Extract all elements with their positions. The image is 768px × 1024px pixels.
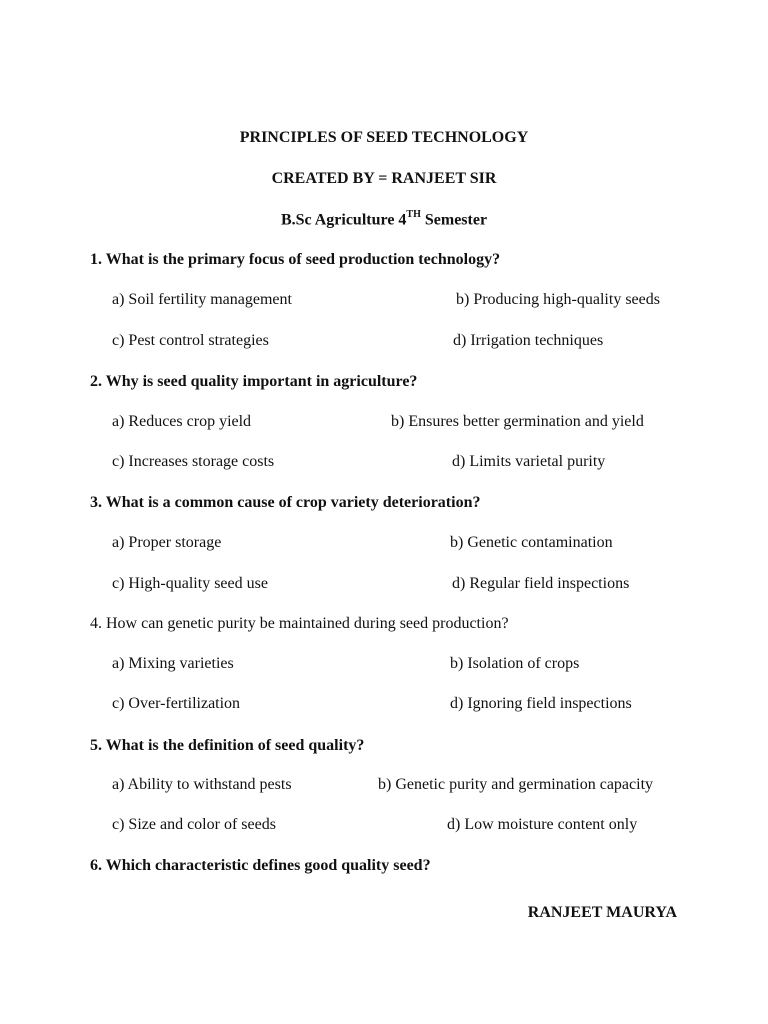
question-3-option-b: b) Genetic contamination (450, 534, 613, 551)
question-6: 6. Which characteristic defines good quality seed? (90, 857, 431, 874)
course-prefix: B.Sc Agriculture 4 (280, 211, 407, 229)
question-2-option-b: b) Ensures better germination and yield (391, 413, 644, 430)
question-1-option-c: c) Pest control strategies (112, 332, 269, 349)
question-4: 4. How can genetic purity be maintained during seed production? (90, 615, 509, 632)
question-2: 2. Why is seed quality important in agriculture? (90, 373, 418, 390)
question-4-option-c: c) Over-fertilization (112, 695, 241, 712)
question-2-option-a: a) Reduces crop yield (112, 413, 252, 430)
question-5: 5. What is the definition of seed quality? (90, 737, 365, 754)
question-1-option-b: b) Producing high-quality seeds (456, 291, 660, 308)
question-5-option-d: d) Low moisture content only (447, 816, 638, 833)
created-by-line: CREATED BY = RANJEET SIR (271, 170, 497, 187)
question-1: 1. What is the primary focus of seed production technology? (90, 251, 501, 268)
question-5-option-a: a) Ability to withstand pests (112, 776, 292, 793)
question-3-option-c: c) High-quality seed use (112, 575, 268, 592)
question-3-option-a: a) Proper storage (112, 534, 222, 551)
footer-author: RANJEET MAURYA (527, 904, 677, 921)
question-1-option-d: d) Irrigation techniques (453, 332, 604, 349)
question-5-option-b: b) Genetic purity and germination capacity (378, 776, 654, 793)
question-1-option-a: a) Soil fertility management (112, 291, 292, 308)
course-superscript: TH (406, 209, 421, 220)
question-5-option-c: c) Size and color of seeds (112, 816, 276, 833)
question-4-option-b: b) Isolation of crops (450, 655, 580, 672)
question-4-option-a: a) Mixing varieties (112, 655, 234, 672)
course-suffix: Semester (420, 211, 488, 229)
question-2-option-d: d) Limits varietal purity (452, 453, 606, 470)
question-2-option-c: c) Increases storage costs (112, 453, 275, 470)
question-3-option-d: d) Regular field inspections (452, 575, 630, 592)
question-4-option-d: d) Ignoring field inspections (450, 695, 632, 712)
document-title: PRINCIPLES OF SEED TECHNOLOGY (239, 129, 529, 146)
course-line (0, 210, 768, 229)
question-3: 3. What is a common cause of crop variety deterioration? (90, 494, 481, 511)
